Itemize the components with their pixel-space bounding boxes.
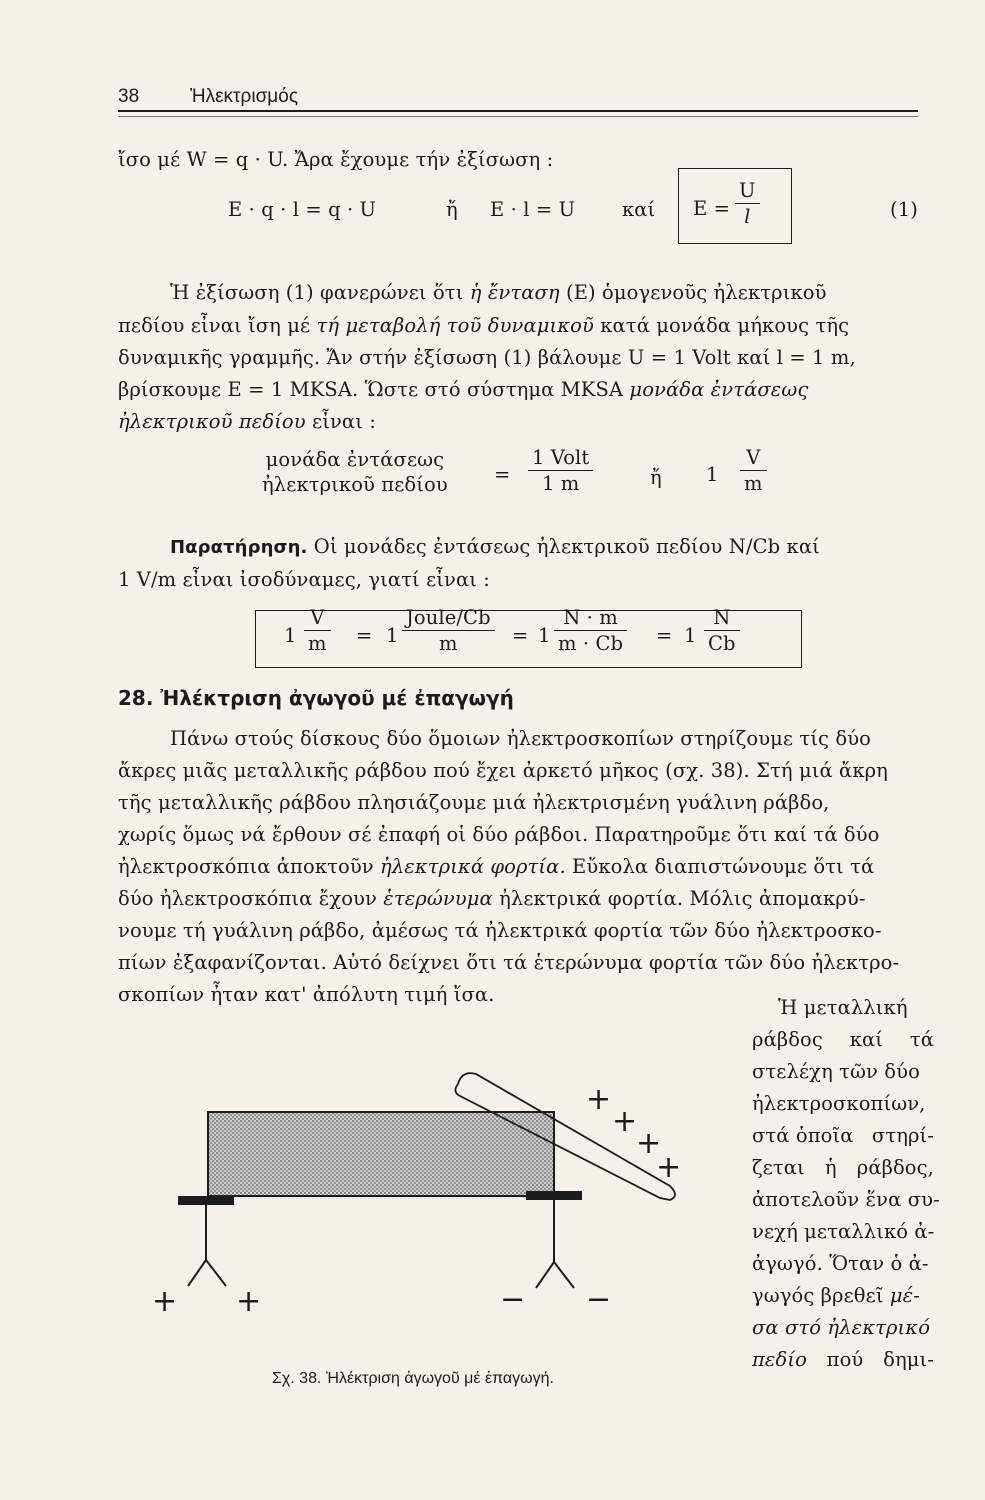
equiv-t4: 1 (684, 624, 697, 647)
section-heading (118, 686, 514, 710)
header-rule (118, 110, 918, 112)
left-electroscope-disc (178, 1196, 234, 1205)
para2-line4: χωρίς ὅμως νά ἔρθουν σέ ἐπαφή οἱ δύο ράβδοι. Παρατηροῦμε ὅτι καί τά δύο (118, 823, 880, 846)
unit-eq: = (494, 463, 511, 486)
unit-den-label: ἠλεκτρικοῦ πεδίου (262, 473, 448, 496)
para1-line1: Ἡ ἐξίσωση (1) φανερώνει ὅτι ἡ ἔνταση (E) ὁμογενοῦς ἠλεκτρικοῦ (170, 281, 827, 304)
side-line6: ζεται ἡ ράβδος, (752, 1156, 934, 1179)
eq-eta: ἤ (446, 198, 458, 221)
side-line5: στά ὁποῖα στηρί- (752, 1124, 934, 1147)
induction-diagram (140, 1040, 740, 1340)
right-leaf-b (554, 1262, 574, 1288)
equiv-eq1: = (356, 624, 373, 647)
para2-line5: ἠλεκτροσκόπια ἀποκτοῦν ἠλεκτρικά φορτία. Εὔκολα διαπιστώνουμε ὅτι τά (118, 855, 875, 878)
side-line12: πεδίο πού δημι- (752, 1348, 934, 1371)
unit-or: ἤ (650, 466, 662, 489)
para2-line9: σκοπίων ἦταν κατ' ἀπόλυτη τιμή ἴσα. (118, 983, 495, 1006)
note-line1: Παρατήρηση. Οἱ μονάδες ἐντάσεως ἠλεκτρικοῦ πεδίου N/Cb καί (170, 535, 820, 558)
side-line1: Ἡ μεταλλική (778, 996, 908, 1019)
para2-line6: δύο ἠλεκτροσκόπια ἔχουν ἑτερώνυμα ἠλεκτρικά φορτία. Μόλις ἀπομακρύ- (118, 887, 866, 910)
glass-charge: + (586, 1082, 612, 1117)
equiv-f2: $\frac{\text{Joule/Cb}}{m}$ (402, 606, 495, 655)
para2-line3: τῆς μεταλλικῆς ράβδου πλησιάζουμε μιά ἠλεκτρισμένη γυάλινη ράβδο, (118, 791, 830, 814)
side-line10: γωγός βρεθεῖ μέ- (752, 1284, 920, 1307)
equiv-eq2: = (512, 624, 529, 647)
unit-frac-volt: $\frac{\text{1 Volt}}{1 m}$ (528, 446, 593, 495)
side-line2: ράβδος καί τά (752, 1028, 934, 1051)
eq-intro: ἴσο μέ W = q · U. Ἄρα ἔχουμε τήν ἐξίσωση : (118, 148, 554, 171)
page-number: 38 (118, 86, 140, 107)
right-leaf-charge: − (586, 1282, 612, 1317)
left-leaf-charge: + (236, 1284, 262, 1319)
equiv-t2: 1 (386, 624, 399, 647)
para1-line2: πεδίου εἶναι ἴση μέ τή μεταβολή τοῦ δυναμικοῦ κατά μονάδα μήκους τῆς (118, 314, 850, 337)
note-line2: 1 V/m εἶναι ἰσοδύναμες, γιατί εἶναι : (118, 568, 490, 591)
side-line7: ἀποτελοῦν ἕνα συ- (752, 1188, 940, 1211)
equiv-t1: 1 (284, 624, 297, 647)
para2-line1: Πάνω στούς δίσκους δύο ὅμοιων ἠλεκτροσκοπίων στηρίζουμε τίς δύο (170, 727, 872, 750)
eq-left: E · q · l = q · U (228, 198, 377, 221)
unit-fraction (258, 448, 452, 496)
figure-38 (140, 1040, 740, 1340)
glass-charge: + (636, 1126, 662, 1161)
para2-line8: πίων ἐξαφανίζονται. Αὐτό δείχνει ὅτι τά ἑτερώνυμα φορτία τῶν δύο ἠλεκτρο- (118, 951, 900, 974)
right-electroscope-disc (526, 1191, 582, 1200)
figure-caption: Σχ. 38. Ἠλέκτριση ἀγωγοῦ μέ ἐπαγωγή. (272, 1370, 554, 1387)
header-rule-thin (118, 116, 918, 117)
glass-charge: + (612, 1104, 638, 1139)
eq-mid: E · l = U (490, 198, 576, 221)
unit-frac-vm: $\frac{V}{m}$ (740, 446, 767, 495)
left-leaf-a (188, 1260, 206, 1286)
para2-line7: νουμε τή γυάλινη ράβδο, ἀμέσως τά ἠλεκτρικά φορτία τῶν δύο ἠλεκτροσκο- (118, 919, 882, 942)
side-line3: στελέχη τῶν δύο (752, 1060, 920, 1083)
para1-line4: βρίσκουμε E = 1 MKSA. Ὥστε στό σύστημα MKSA μονάδα ἐντάσεως (118, 378, 809, 401)
side-line4: ἠλεκτροσκοπίων, (752, 1092, 926, 1115)
unit-num-label: μονάδα ἐντάσεως (265, 448, 445, 471)
section-number: 28. (118, 686, 154, 710)
para1-line3: δυναμικῆς γραμμῆς. Ἄν στήν ἐξίσωση (1) βάλουμε U = 1 Volt καί l = 1 m, (118, 346, 856, 369)
eq-kai: καί (622, 198, 656, 221)
side-line11: σα στό ἠλεκτρικό (752, 1316, 931, 1339)
equiv-f1: $\frac{V}{m}$ (304, 606, 331, 655)
equiv-t3: 1 (538, 624, 551, 647)
equiv-f3: $\frac{N \cdot m}{m \cdot Cb}$ (554, 606, 627, 655)
section-title: Ἠλέκτριση ἀγωγοῦ μέ ἐπαγωγή (160, 686, 514, 710)
boxed-lhs: E = (693, 197, 731, 220)
side-line9: ἀγωγό. Ὅταν ὁ ἀ- (752, 1252, 929, 1275)
right-leaf-charge: − (500, 1282, 526, 1317)
unit-coef: 1 (706, 463, 719, 486)
glass-charge: + (656, 1150, 682, 1185)
metal-rod (208, 1112, 554, 1196)
left-leaf-charge: + (152, 1284, 178, 1319)
left-leaf-b (206, 1260, 226, 1286)
side-line8: νεχή μεταλλικό ἀ- (752, 1220, 935, 1243)
boxed-equation (678, 168, 792, 244)
equiv-eq3: = (656, 624, 673, 647)
running-title: Ἠλεκτρισμός (190, 86, 298, 107)
para2-line2: ἄκρες μιᾶς μεταλλικῆς ράβδου πού ἔχει ἀρκετό μῆκος (σχ. 38). Στή μιά ἄκρη (118, 759, 888, 782)
boxed-den: l (744, 205, 751, 228)
boxed-num: U (735, 179, 760, 204)
right-leaf-a (536, 1262, 554, 1288)
eq-label: (1) (890, 198, 918, 221)
equiv-f4: $\frac{N}{Cb}$ (704, 606, 740, 655)
para1-line5: ἠλεκτρικοῦ πεδίου εἶναι : (118, 410, 376, 433)
boxed-fraction (735, 179, 760, 228)
